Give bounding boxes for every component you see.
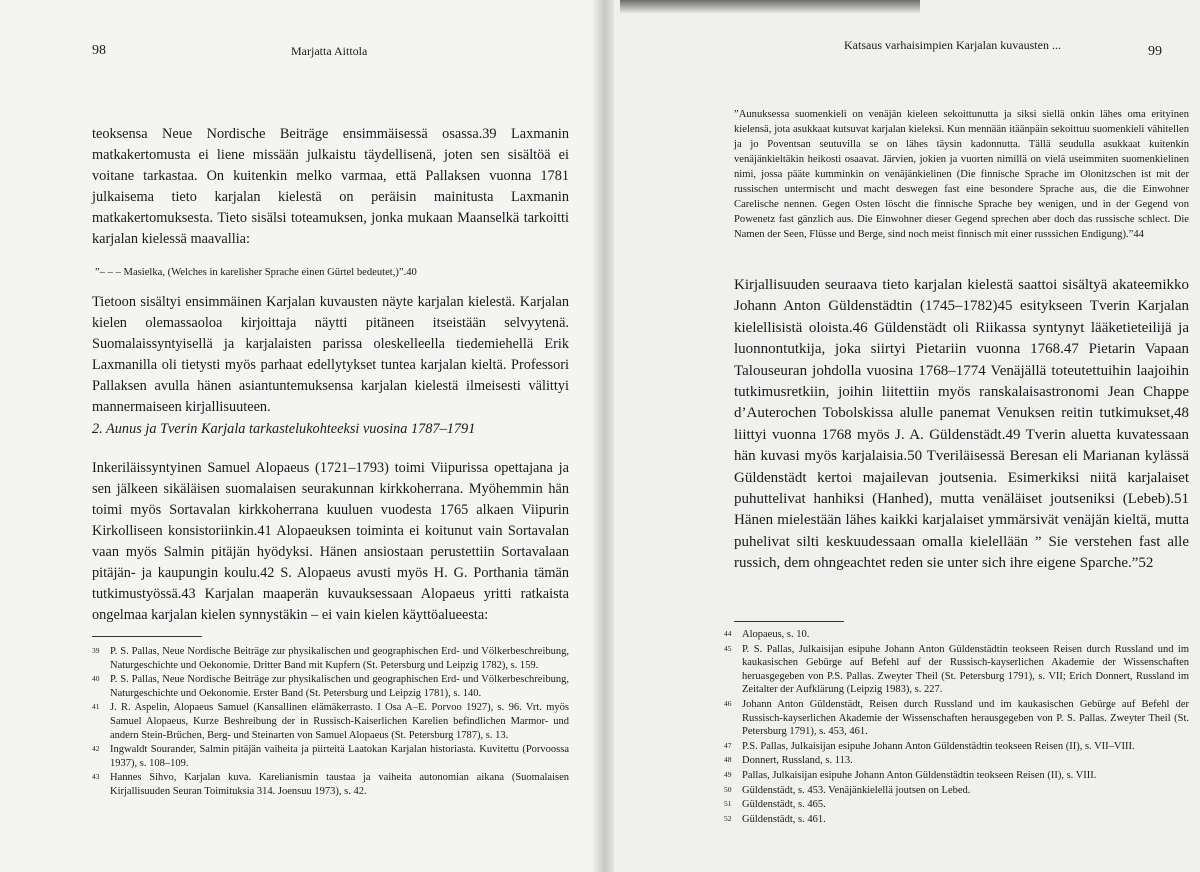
footnote-number: 46 <box>724 698 732 708</box>
footnote-number: 43 <box>92 772 100 782</box>
footnote-text: P.S. Pallas, Julkaisijan esipuhe Johann Anton Güldenstädtin teokseen Reisen (II), s. VII–VIII. <box>742 740 1135 752</box>
footnote-number: 41 <box>92 702 100 712</box>
running-head: Marjatta Aittola <box>291 44 368 58</box>
footnote-number: 51 <box>724 799 732 809</box>
footnotes <box>92 645 569 800</box>
footnote-number: 47 <box>724 740 732 750</box>
footnote-text: Johann Anton Güldenstädt, Reisen durch Russland und im kaukasischen Gebürge auf Befehl der Russisch-kayserlichen Akademie der Wissenschaften herausgegeben von P. S. Pallas. Zweyter Theil (St. Petersburg 1791), s. 453, 461. <box>742 698 1189 738</box>
block-quote: ”Aunuksessa suomenkieli on venäjän kieleen sekoittunutta ja siksi siellä onkin lähes oma erityinen kielensä, jota asukkaat kutsuvat karjalan kieleksi. Kun mennään itäänpäin sekoittuu suomenkieli vähitellen ja jo Poventsan seutuvilla se on lähes täysin kadonnutta. Tällä seudulla asukkaat kuitenkin venäjänkieltäkin heikosti osaavat. Järvien, jokien ja vuorten nimillä on vielä useimmiten suomenkielinen nimi, jossa pääte kumminkin on venäjänkielinen (Die finnische Sprache im Olonitzschen ist mit der russischen untermischt und macht deswegen fast eine besondere Sprache aus, die die Einwohner Carelische nennen. Gegen Osten löscht die finnische Sprache bey wenigen, und in der Gegend von Powenetz fast gänzlich aus. Die Einwohner dieser Gegend sprechen aber doch das russische schlect. Die Namen der Seen, Flüsse und Berge, sind noch meist finnisch mit einer russsichen Endigung).”44 <box>734 109 1189 240</box>
footnote <box>724 813 1189 827</box>
footnote-text: Alopaeus, s. 10. <box>742 629 810 640</box>
footnote-number: 44 <box>724 629 732 638</box>
footnote-number: 49 <box>724 769 732 779</box>
footnote <box>92 701 569 742</box>
page-number: 98 <box>92 43 106 58</box>
footnote-text: Güldenstädt, s. 453. Venäjänkielellä joutsen on Lebed. <box>742 784 971 796</box>
footnote-number: 45 <box>724 643 732 653</box>
footnote-text: Güldenstädt, s. 461. <box>742 813 826 825</box>
footnote-number: 42 <box>92 744 100 754</box>
footnote-text: P. S. Pallas, Neue Nordische Beiträge zur physikalischen und geographischen Erd- und Völkerbeschreibung, Naturgeschichte und Oekonomie. Erster Band (St. Petersburg und Leipzig 1781), s. 140. <box>110 674 569 699</box>
footnote <box>724 754 1189 768</box>
footnote-number: 39 <box>92 646 100 655</box>
right-page <box>604 0 1200 872</box>
scan-shadow <box>620 0 920 14</box>
footnotes <box>724 628 1189 827</box>
paragraph: Inkeriläissyntyinen Samuel Alopaeus (1721–1793) toimi Viipurissa opettajana ja sen jälkeen sikäläisen suomalaisen seurakunnan kirkkoherrana. Myöhemmin hän toimi myös Sortavalan kirkkoherrana kuuluen vuodesta 1765 alkaen Viipurin Kirkolliseen konsistoriinkin.41 Alopaeuksen toiminta ei koitunut vain Sortavalan vaan myös Salmin pitäjän hyödyksi. Hänen ansiostaan perustettiin Sortavalaan pitäjän- ja kaupungin koulu.42 S. Alopaeus avusti myös H. G. Porthania tämän tutkimustyössä.43 Karjalan maaperän kuvauksessaan Alopaeus yritti ratkaista ongelmaa karjalan kielen synnystäkin – ei vain kielen käyttöalueesta: <box>92 460 569 623</box>
footnote <box>92 645 569 672</box>
book-gutter <box>592 0 614 872</box>
footnote-text: Donnert, Russland, s. 113. <box>742 755 853 767</box>
footnote-text: Ingwaldt Sourander, Salmin pitäjän vaiheita ja piirteitä Laatokan Karjalan historiasta. Kuvitettu (Porvoossa 1937), s. 108–109. <box>110 744 569 769</box>
footnote <box>724 628 1189 642</box>
footnote-text: P. S. Pallas, Julkaisijan esipuhe Johann Anton Güldenstädtin teokseen Reisen durch Russland und im kaukasischen Gebürge auf Befehl auf der Russisch-kayserlichen Akademie der Wissenschaften heruasgegeben von P.S. Pallas. Zweyter Theil (St. Petersburg 1791), s. VII; Erich Donnert, Russland im Zeitalter der Aufklärung (Leipzig 1983), s. 227. <box>742 643 1189 696</box>
running-head: Katsaus varhaisimpien Karjalan kuvausten ... <box>844 38 1061 52</box>
block-quote: ”– – – Masielka, (Welches in karelisher Sprache einen Gürtel bedeutet,)”.40 <box>95 267 417 278</box>
footnote-rule <box>92 636 202 637</box>
footnote-number: 40 <box>92 674 100 684</box>
paragraph: Kirjallisuuden seuraava tieto karjalan kielestä saattoi sisältyä akateemikko Johann Anton Güldenstädtin (1745–1782)45 esitykseen Tverin Karjalan kielellisistä oloista.46 Güldenstädt oli Riikassa syntynyt lääketieteilijä ja luonnontutkija, joka siirtyi Pietariin vuonna 1768.47 Pietarin Vapaan Talouseuran johdolla vuosina 1768–1774 Venäjällä toteutettuihin laajoihin tutkimusretkiin, joihin liitettiin myös ranskalaisastronomi Jean Chappe d’Auterochen Tobolskissa alulle panemat Venuksen reitin tutkimukset,48 liittyi vuonna 1768 myös J. A. Güldenstädt.49 Tverin aluetta kuvatessaan hän kuvasi myös karjalaisia.50 Tveriläisessä Beresan eli Marianan kylässä Güldenstädt kertoi majailevan joutsenia. Esimerkiksi niitä karjalaiset puhuttelivat hanhiksi (Hanhed), mutta venäläiset joutseniksi (Lebeb).51 Hänen mielestään lähes kaikki karjalaiset ymmärsivät venäjän kieltä, mutta puhelivat silti keskuudessaan omalla kielellään ” Sie verstehen fast alle russich, dem ohngeachtet reden sie unter sich ihre eigene Sparche.”52 <box>734 277 1189 572</box>
footnote <box>724 698 1189 739</box>
paragraph: Tietoon sisältyi ensimmäinen Karjalan kuvausten näyte karjalan kielestä. Karjalan kielen olemassaoloa kirjoittaja näytti pitäneen itseistään selvyytenä. Suomalaissyntyisellä ja karjalaisten parissa oleskelleella tiedemiehellä Erik Laxmanilla oli tietysti myös parhaat edellytykset tuntea karjalan kieltä. Professori Pallaksen avulla hänen asiantuntemuksensa karjalan kielestä ilmeisesti välittyi mannermaiseen kirjallisuuteen. <box>92 294 569 415</box>
footnote <box>724 784 1189 798</box>
footnote <box>724 643 1189 697</box>
footnote-rule <box>734 621 844 622</box>
footnote <box>724 798 1189 812</box>
footnote-text: P. S. Pallas, Neue Nordische Beiträge zur physikalischen und geographischen Erd- und Völkerbeschreibung, Naturgeschichte und Oekonomie. Dritter Band mit Kupfern (St. Petersburg und Leipzig 1782), s. 159. <box>110 646 569 671</box>
footnote <box>92 743 569 770</box>
footnote <box>92 771 569 798</box>
footnote <box>92 673 569 700</box>
paragraph: teoksensa Neue Nordische Beiträge ensimmäisessä osassa.39 Laxmanin matkakertomusta ei liene missään julkaistu täydellisenä, joten sen sisältöä ei voitane tarkastaa. On kuitenkin melko varmaa, että Pallaksen vuonna 1781 julkaisema tieto karjalan kielestä on peräisin mainitusta Laxmanin matkakertomuksesta. Tieto sisälsi toteamuksen, jonka mukaan Maanselkä tarkoitti karjalan kielessä maavallia: <box>92 126 569 247</box>
page-number: 99 <box>1148 44 1162 59</box>
section-heading: 2. Aunus ja Tverin Karjala tarkastelukohteeksi vuosina 1787–1791 <box>92 421 476 437</box>
footnote <box>724 740 1189 754</box>
footnote-number: 48 <box>724 755 732 765</box>
footnote-text: J. R. Aspelin, Alopaeus Samuel (Kansallinen elämäkerrasto. I Osa A–E. Porvoo 1927), s. 96. Vrt. myös Samuel Alopaeus, Kurze Beshreibung der in Russisch-Kaiserlichen Karelien befindlichen Marmor- und andern Stein-Brüchen, Berg- und Steinarten von Samuel Alopaeus (St. Petersburg 1787), s. 13. <box>110 702 569 741</box>
footnote-number: 52 <box>724 813 732 823</box>
footnote-text: Güldenstädt, s. 465. <box>742 799 826 811</box>
footnote-number: 50 <box>724 784 732 794</box>
footnote-text: Pallas, Julkaisijan esipuhe Johann Anton Güldenstädtin teokseen Reisen (II), s. VIII. <box>742 769 1097 781</box>
footnote-text: Hannes Sihvo, Karjalan kuva. Karelianismin taustaa ja vaiheita autonomian aikana (Suomalaisen Kirjallisuuden Seuran Toimituksia 314. Joensuu 1973), s. 42. <box>110 772 569 797</box>
footnote <box>724 769 1189 783</box>
